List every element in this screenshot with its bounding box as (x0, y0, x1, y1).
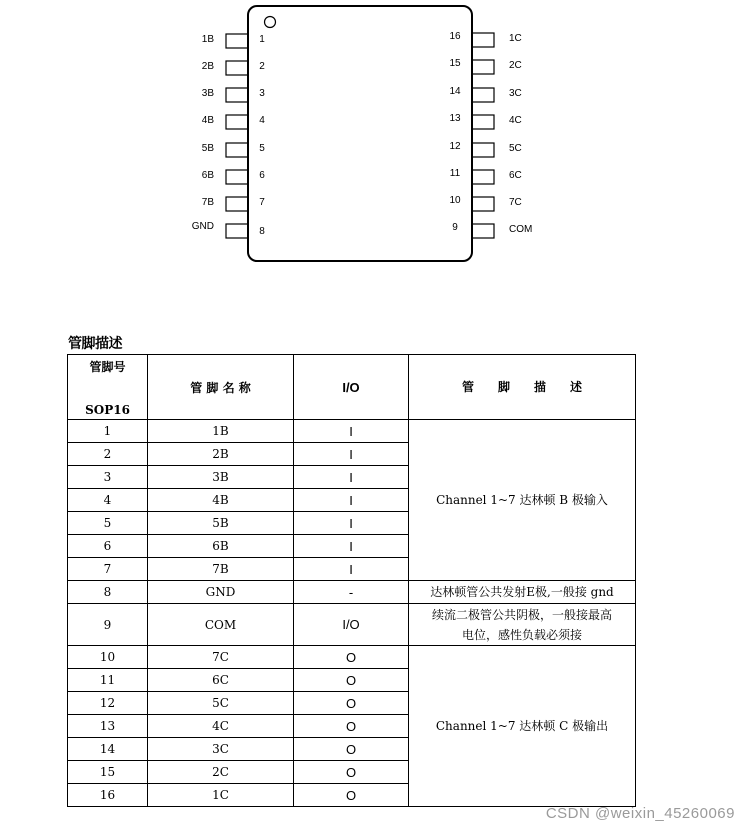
pin-number-cell: 4 (68, 489, 148, 512)
right-pin-label: 1C (509, 33, 522, 44)
left-pin-number: 8 (259, 226, 265, 237)
left-pin-label: 6B (201, 170, 214, 181)
left-pin-3 (226, 88, 248, 102)
pin-number-cell: 11 (68, 669, 148, 692)
pin-name-cell: 2C (148, 761, 294, 784)
description-com-line2: 电位，感性负载必须接 (461, 627, 582, 642)
io-cell: - (294, 581, 409, 604)
right-pin-14 (472, 88, 494, 102)
right-pin-11 (472, 170, 494, 184)
io-cell: O (294, 761, 409, 784)
left-pin-label: 2B (201, 61, 214, 72)
right-pin-label: 7C (509, 197, 522, 208)
pin-number-cell: 1 (68, 420, 148, 443)
io-cell: O (294, 692, 409, 715)
right-pin-16 (472, 33, 494, 47)
table-header-row (68, 355, 636, 420)
description-gnd-cell: 达林顿管公共发射E极,一般接 gnd (409, 581, 636, 604)
pin-name-cell: 7C (148, 646, 294, 669)
pin-name-cell: 4C (148, 715, 294, 738)
table-row (68, 646, 636, 669)
right-pin-number: 12 (449, 141, 461, 152)
pin-number-cell: 2 (68, 443, 148, 466)
left-pin-7 (226, 197, 248, 211)
right-pin-label: COM (509, 224, 533, 235)
right-pin-number: 16 (449, 31, 461, 42)
table-row (68, 420, 636, 443)
left-pin-label: GND (191, 221, 214, 232)
io-cell: O (294, 784, 409, 807)
io-cell: I (294, 443, 409, 466)
pin-number-cell: 15 (68, 761, 148, 784)
description-com-cell (409, 604, 636, 646)
pin-number-cell: 10 (68, 646, 148, 669)
pin-number-cell: 5 (68, 512, 148, 535)
ic-body (248, 6, 472, 261)
right-pin-number: 14 (449, 86, 461, 97)
pin-number-cell: 16 (68, 784, 148, 807)
right-pin-label: 3C (509, 88, 522, 99)
header-pin-name: 管 脚 名 称 (148, 355, 294, 420)
header-io: I/O (294, 355, 409, 420)
left-pin-number: 3 (259, 88, 265, 99)
pin-number-cell: 9 (68, 604, 148, 646)
left-pin-8 (226, 224, 248, 238)
left-pin-number: 1 (259, 34, 265, 45)
pin-name-cell: 3C (148, 738, 294, 761)
section-title: 管脚描述 (68, 336, 122, 352)
table-row (68, 604, 636, 646)
left-pin-number: 7 (259, 197, 265, 208)
io-cell: I (294, 512, 409, 535)
io-cell: I (294, 420, 409, 443)
ic-package-diagram (0, 0, 749, 300)
pin-name-cell: 7B (148, 558, 294, 581)
right-pin-number: 13 (449, 113, 461, 124)
right-pin-number: 10 (449, 195, 461, 206)
description-com-line1: 续流二极管公共阴极，一般接最高 (431, 607, 612, 622)
left-pin-4 (226, 115, 248, 129)
pin-number-cell: 14 (68, 738, 148, 761)
io-cell: O (294, 669, 409, 692)
right-pin-label: 5C (509, 143, 522, 154)
pin-name-cell: 2B (148, 443, 294, 466)
left-pin-2 (226, 61, 248, 75)
pin-name-cell: 5C (148, 692, 294, 715)
left-pin-label: 3B (201, 88, 214, 99)
io-cell: I (294, 466, 409, 489)
pin-name-cell: 4B (148, 489, 294, 512)
pin-number-cell: 3 (68, 466, 148, 489)
right-pin-9 (472, 224, 494, 238)
pin-name-cell: 6C (148, 669, 294, 692)
io-cell: O (294, 646, 409, 669)
left-pin-label: 5B (201, 143, 214, 154)
right-pin-number: 11 (449, 168, 461, 179)
pin-number-cell: 8 (68, 581, 148, 604)
pin-number-cell: 6 (68, 535, 148, 558)
right-pin-label: 6C (509, 170, 522, 181)
left-pin-6 (226, 170, 248, 184)
left-pin-label: 4B (201, 115, 214, 126)
table-row (68, 581, 636, 604)
io-cell: I/O (294, 604, 409, 646)
description-inputs-cell: Channel 1~7 达林顿 B 极输入 (409, 420, 636, 581)
right-pin-13 (472, 115, 494, 129)
header-pin-no (68, 355, 148, 420)
pin-name-cell: 3B (148, 466, 294, 489)
left-pin-number: 4 (259, 115, 265, 126)
io-cell: O (294, 715, 409, 738)
watermark: CSDN @weixin_45260069 (545, 805, 735, 822)
pin-name-cell: 1C (148, 784, 294, 807)
pin-number-cell: 7 (68, 558, 148, 581)
left-pin-number: 2 (259, 61, 265, 72)
pin-description-table (67, 354, 636, 807)
right-pin-12 (472, 143, 494, 157)
right-pin-15 (472, 60, 494, 74)
left-pin-number: 6 (259, 170, 265, 181)
description-outputs-cell: Channel 1~7 达林顿 C 极输出 (409, 646, 636, 807)
left-pin-5 (226, 143, 248, 157)
io-cell: I (294, 489, 409, 512)
left-pin-1 (226, 34, 248, 48)
pin-name-cell: 1B (148, 420, 294, 443)
right-pin-10 (472, 197, 494, 211)
left-pin-number: 5 (259, 143, 265, 154)
pin-name-cell: GND (148, 581, 294, 604)
right-pin-number: 9 (452, 222, 458, 233)
header-package-label: SOP16 (85, 403, 130, 417)
pin1-marker-icon (265, 17, 276, 28)
right-pin-label: 2C (509, 60, 522, 71)
pin-name-cell: COM (148, 604, 294, 646)
pin-name-cell: 5B (148, 512, 294, 535)
io-cell: O (294, 738, 409, 761)
right-pin-number: 15 (449, 58, 461, 69)
io-cell: I (294, 558, 409, 581)
right-pin-label: 4C (509, 115, 522, 126)
left-pin-label: 7B (201, 197, 214, 208)
pin-name-cell: 6B (148, 535, 294, 558)
pin-number-cell: 12 (68, 692, 148, 715)
pin-number-cell: 13 (68, 715, 148, 738)
header-pin-no-label: 管脚号 (89, 360, 126, 374)
left-pin-label: 1B (201, 34, 214, 45)
header-description: 管 脚 描 述 (409, 355, 636, 420)
io-cell: I (294, 535, 409, 558)
